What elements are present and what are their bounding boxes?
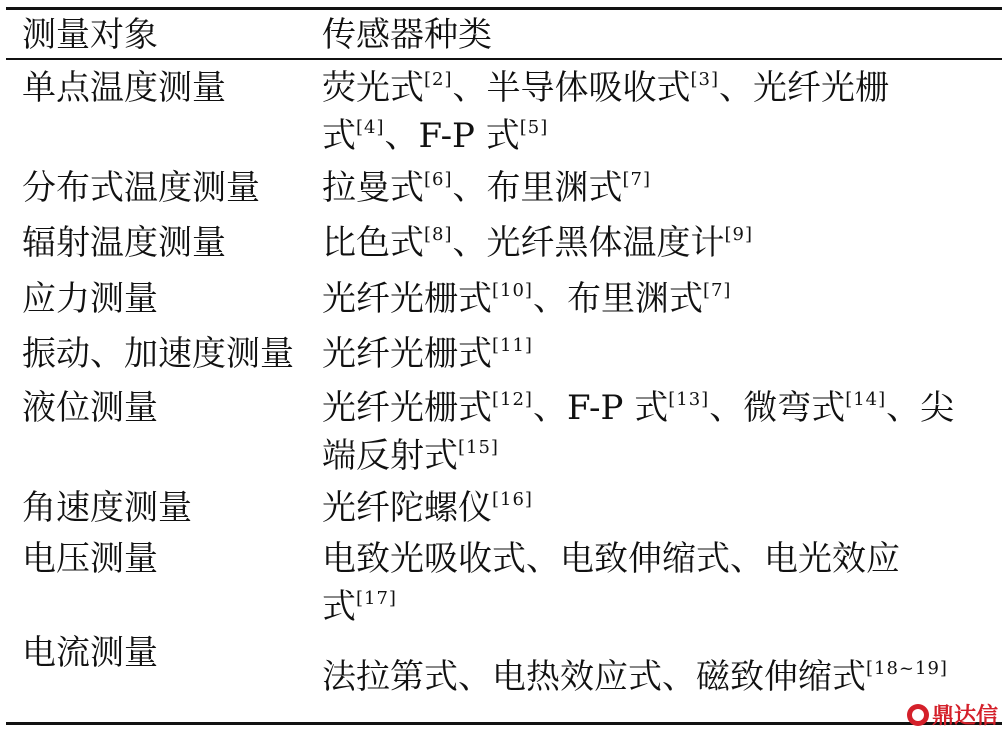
sensor-text: 式 xyxy=(322,587,356,627)
row-label-liquid-level: 液位测量 xyxy=(22,388,158,428)
citation-reference: [13] xyxy=(668,389,710,410)
sensor-text xyxy=(623,388,634,428)
citation-reference: [18~19] xyxy=(866,658,948,679)
sensor-text: 导 xyxy=(520,68,555,108)
sensor-text: 尖 xyxy=(920,388,955,428)
sensor-text: 、布里渊式 xyxy=(452,168,623,208)
sensor-text: 式 xyxy=(390,68,424,108)
sensor-line xyxy=(322,330,992,378)
sensor-text: 光纤陀螺仪 xyxy=(322,488,492,528)
sensor-line xyxy=(322,275,992,323)
sensor-text: 栅 xyxy=(855,68,889,108)
citation-reference: [6] xyxy=(424,169,453,190)
sensor-text: 、 xyxy=(886,388,921,428)
sensor-text: 应 xyxy=(866,539,900,579)
row-label-vibration-acceleration: 振动、加速度测量 xyxy=(22,334,294,374)
sensor-text: 纤 xyxy=(787,68,821,108)
row-label-single-point-temperature: 单点温度测量 xyxy=(22,68,226,108)
citation-reference: [10] xyxy=(492,280,533,301)
header-measurement-object: 测量对象 xyxy=(22,15,158,55)
row-content-radiation-temperature xyxy=(322,219,992,267)
sensor-line xyxy=(322,64,986,112)
watermark xyxy=(907,699,998,730)
citation-reference: [2] xyxy=(424,69,453,90)
sensor-line xyxy=(322,164,992,212)
sensor-text: 式 xyxy=(492,539,526,579)
sensor-text: 效 xyxy=(832,539,866,579)
sensor-text: 光 xyxy=(753,68,787,108)
sensor-text: F xyxy=(566,388,590,428)
sensor-text: 吸 xyxy=(588,68,623,108)
sensor-text: 光 xyxy=(322,388,356,428)
sensor-text: 致 xyxy=(356,539,390,579)
sensor-text: 光 xyxy=(798,539,832,579)
sensor-line xyxy=(322,432,992,480)
row-label-current: 电流测量 xyxy=(22,633,158,673)
row-content-distributed-temperature xyxy=(322,164,992,212)
sensor-text: P xyxy=(600,388,624,428)
sensor-text: 电 xyxy=(560,539,594,579)
sensor-text: 收 xyxy=(458,539,492,579)
sensor-text: 光纤光栅式 xyxy=(322,334,492,374)
sensor-text: 荧 xyxy=(322,68,356,108)
sensor-text: 光 xyxy=(821,68,855,108)
header-sensor-type: 传感器种类 xyxy=(322,15,492,55)
sensor-text: 式 xyxy=(811,388,846,428)
row-label-angular-velocity: 角速度测量 xyxy=(22,488,192,528)
sensor-text: 纤 xyxy=(356,388,390,428)
dingdaxin-logo-icon xyxy=(907,704,929,726)
sensor-text: 栅 xyxy=(424,388,458,428)
row-content-liquid-level xyxy=(322,384,992,480)
sensor-text: 体 xyxy=(554,68,589,108)
sensor-text: 、布里渊式 xyxy=(532,279,703,319)
citation-reference: [8] xyxy=(424,224,453,245)
citation-reference: [7] xyxy=(622,169,651,190)
citation-reference: [16] xyxy=(492,489,533,510)
row-content-stress xyxy=(322,275,992,323)
citation-reference: [3] xyxy=(690,69,719,90)
watermark-text: 鼎达信 xyxy=(931,704,998,729)
sensor-line xyxy=(322,484,992,532)
sensor-text: 、 xyxy=(709,388,744,428)
table-top-rule xyxy=(6,7,1002,10)
sensor-text: 式 xyxy=(322,116,356,156)
sensor-text: - xyxy=(589,388,601,428)
row-label-radiation-temperature: 辐射温度测量 xyxy=(22,223,226,263)
row-label-distributed-temperature: 分布式温度测量 xyxy=(22,168,260,208)
sensor-text: 比色式 xyxy=(322,223,424,263)
sensor-text: 、F-P 式 xyxy=(384,116,520,156)
citation-reference: [11] xyxy=(492,335,533,356)
sensor-text: 电 xyxy=(764,539,798,579)
sensor-text: 、 xyxy=(730,539,764,579)
sensor-line xyxy=(322,535,986,583)
sensor-text: 微 xyxy=(743,388,778,428)
sensor-line xyxy=(322,653,992,701)
sensor-text: 式 xyxy=(458,388,492,428)
sensor-text: 拉曼式 xyxy=(322,168,424,208)
sensor-text: 端反射式 xyxy=(322,436,458,476)
sensor-text: 式 xyxy=(696,539,730,579)
sensor-text: 致 xyxy=(594,539,628,579)
sensor-line xyxy=(322,583,992,631)
sensor-text: 光 xyxy=(390,388,424,428)
citation-reference: [15] xyxy=(458,437,499,458)
sensor-text: 半 xyxy=(486,68,521,108)
row-content-single-point-temperature xyxy=(322,64,992,160)
sensor-text: 式 xyxy=(656,68,691,108)
sensor-text: 、 xyxy=(526,539,560,579)
citation-reference: [12] xyxy=(492,389,533,410)
citation-reference: [14] xyxy=(845,389,887,410)
row-content-current xyxy=(322,653,992,701)
sensor-text: 光 xyxy=(356,68,390,108)
sensor-text: 光 xyxy=(390,539,424,579)
sensor-text: 、 xyxy=(532,388,567,428)
sensor-text: 电 xyxy=(322,539,356,579)
sensor-text: 收 xyxy=(622,68,657,108)
citation-reference: [5] xyxy=(519,117,549,138)
sensor-line xyxy=(322,112,992,160)
sensor-text: 、 xyxy=(719,68,753,108)
citation-reference: [4] xyxy=(356,117,385,138)
sensor-text: 伸 xyxy=(628,539,662,579)
sensor-text: 、光纤黑体温度计 xyxy=(452,223,725,263)
sensor-text: 、 xyxy=(452,68,487,108)
row-label-stress: 应力测量 xyxy=(22,279,158,319)
row-label-voltage: 电压测量 xyxy=(22,539,158,579)
table-bottom-rule xyxy=(6,722,1002,725)
table-header-rule xyxy=(6,58,1002,60)
citation-reference: [9] xyxy=(724,224,753,245)
row-content-angular-velocity xyxy=(322,484,992,532)
sensor-text: 光纤光栅式 xyxy=(322,279,492,319)
sensor-text: 缩 xyxy=(662,539,696,579)
row-content-voltage xyxy=(322,535,992,631)
sensor-text: 弯 xyxy=(777,388,812,428)
citation-reference: [17] xyxy=(356,588,397,609)
sensor-text: 吸 xyxy=(424,539,458,579)
sensor-line xyxy=(322,219,992,267)
citation-reference: [7] xyxy=(702,280,732,301)
row-content-vibration-acceleration xyxy=(322,330,992,378)
sensor-text: 式 xyxy=(634,388,669,428)
sensor-line xyxy=(322,384,986,432)
sensor-text: 法拉第式、电热效应式、磁致伸缩式 xyxy=(322,657,866,697)
